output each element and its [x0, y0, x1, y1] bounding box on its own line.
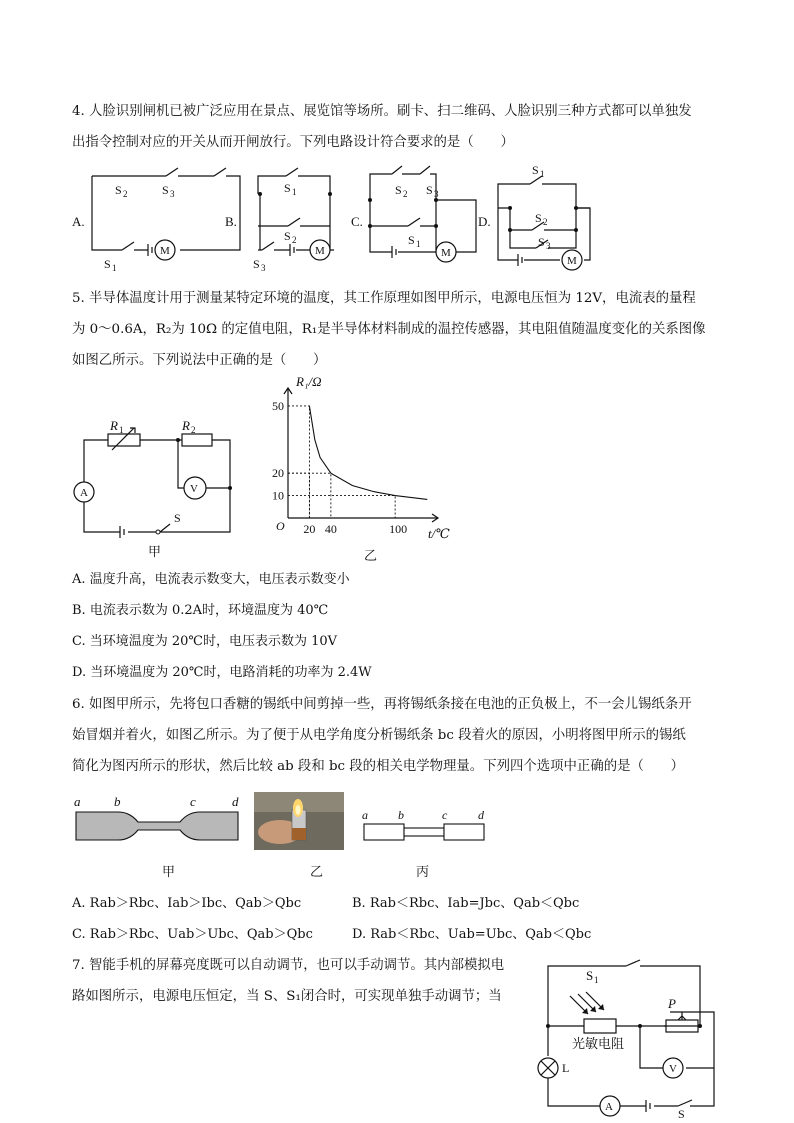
chart-y-tick-2: 10 [272, 488, 284, 503]
q4-option-a-label: A. [72, 214, 85, 229]
q5-line-3: 如图乙所示。下列说法中正确的是（ ） [72, 353, 327, 368]
svg-text:A: A [80, 487, 88, 499]
svg-text:R: R [182, 418, 190, 433]
q6-caption-jia: 甲 [162, 864, 176, 879]
q6-option-c[interactable]: C. Rab＞Rbc、Uab＞Ubc、Qab＞Qbc [72, 927, 313, 942]
q6-caption-yi: 乙 [310, 864, 324, 879]
svg-text:V: V [190, 483, 198, 495]
svg-text:A: A [605, 1101, 613, 1113]
svg-text:S: S [115, 183, 122, 197]
svg-text:3: 3 [170, 189, 175, 199]
q4-option-c-label: C. [351, 214, 363, 229]
svg-text:d: d [232, 794, 239, 809]
svg-text:c: c [190, 794, 196, 809]
battery-fire-photo [254, 792, 344, 850]
svg-text:M: M [441, 247, 451, 259]
q5-chart-yi [270, 372, 460, 568]
q5-caption-yi: 乙 [364, 548, 378, 563]
svg-text:a: a [362, 808, 368, 822]
q5-option-c[interactable]: C. 当环境温度为 20℃时，电压表示数为 10V [72, 634, 338, 649]
q6-line-3: 简化为图丙所示的形状，然后比较 ab 段和 bc 段的相关电学物理量。下列四个选项中正确的是（ ） [72, 759, 685, 774]
svg-text:1: 1 [292, 187, 297, 197]
svg-text:S: S [532, 164, 539, 177]
svg-text:R: R [110, 418, 118, 433]
q7-line-2: 路如图所示，电源电压恒定，当 S、S₁闭合时，可实现单独手动调节；当 [72, 989, 502, 1004]
q4-line-1: 4. 人脸识别闸机已被广泛应用在景点、展览馆等场所。刷卡、扫二维码、人脸识别三种方式都可以单独发 [72, 104, 692, 119]
q4-option-d-label: D. [478, 214, 491, 229]
ldr-label: 光敏电阻 [572, 1036, 625, 1051]
svg-text:S: S [395, 183, 402, 197]
q6-figures [70, 792, 510, 882]
svg-text:M: M [160, 245, 170, 257]
chart-series-line [309, 406, 427, 500]
svg-text:2: 2 [292, 235, 297, 245]
q6-line-1: 6. 如图甲所示，先将包口香糖的锡纸中间剪掉一些，再将锡纸条接在电池的正负极上，不一会儿锡纸条开 [72, 697, 692, 712]
chart-guide-3 [288, 496, 395, 518]
svg-text:d: d [478, 808, 484, 822]
foil-strip-shape [76, 812, 238, 840]
q6-caption-bing: 丙 [416, 864, 430, 879]
chart-x-tick-2: 100 [389, 522, 408, 536]
svg-text:S: S [253, 257, 260, 271]
chart-y-axis-label: R₁/Ω [296, 374, 322, 389]
q5-line-1: 5. 半导体温度计用于测量某特定环境的温度，其工作原理如图甲所示，电源电压恒为 12V，电流表的量程 [72, 291, 696, 306]
svg-text:S: S [408, 233, 415, 247]
q4-circuit-options [70, 164, 750, 276]
q4-circuit-c [370, 166, 476, 262]
svg-text:S: S [104, 257, 111, 271]
svg-text:3: 3 [546, 241, 551, 251]
svg-text:S: S [678, 1107, 685, 1121]
q6-option-a[interactable]: A. Rab＞Rbc、Iab＞Ibc、Qab＞Qbc [72, 896, 302, 911]
svg-text:S: S [538, 235, 545, 249]
q7-circuit [530, 956, 730, 1121]
svg-text:S: S [284, 181, 291, 195]
q5-option-a[interactable]: A. 温度升高，电流表示数变大，电压表示数变小 [72, 572, 350, 587]
svg-text:2: 2 [191, 425, 196, 435]
q5-line-2: 为 0～0.6A，R₂为 10Ω 的定值电阻，R₁是半导体材料制成的温控传感器，其电阻值随温度变化的关系图像 [72, 322, 706, 337]
svg-text:b: b [114, 794, 121, 809]
chart-origin-label: O [276, 519, 285, 533]
q6-line-2: 始冒烟并着火，如图乙所示。为了便于从电学角度分析锡纸条 bc 段着火的原因，小明将图甲所示的锡纸 [72, 728, 686, 743]
svg-text:1: 1 [594, 975, 599, 985]
q6-option-d[interactable]: D. Rab＜Rbc、Uab=Ubc、Qab＜Qbc [352, 927, 592, 942]
q5-option-d[interactable]: D. 当环境温度为 20℃时，电路消耗的功率为 2.4W [72, 665, 372, 680]
svg-text:2: 2 [403, 189, 408, 199]
q4-option-b-label: B. [225, 214, 237, 229]
chart-x-tick-0: 20 [303, 522, 316, 536]
chart-y-tick-1: 20 [272, 466, 284, 481]
svg-text:1: 1 [119, 425, 124, 435]
svg-text:S: S [174, 511, 181, 525]
svg-text:V: V [669, 1063, 677, 1075]
svg-text:S: S [586, 968, 594, 983]
svg-text:P: P [668, 996, 676, 1011]
chart-guide-1 [288, 473, 309, 518]
svg-text:L: L [562, 1061, 570, 1075]
q5-circuit-jia [70, 410, 250, 560]
svg-text:2: 2 [123, 189, 128, 199]
svg-text:a: a [74, 794, 81, 809]
svg-text:M: M [567, 255, 577, 267]
svg-text:2: 2 [543, 217, 548, 227]
svg-text:c: c [442, 808, 448, 822]
svg-text:3: 3 [434, 189, 439, 199]
q6-option-b[interactable]: B. Rab＜Rbc、Iab=Jbc、Qab＜Qbc [352, 896, 580, 911]
svg-text:1: 1 [540, 169, 545, 179]
chart-y-tick-0: 50 [272, 398, 284, 413]
svg-text:M: M [315, 245, 325, 257]
q4-line-2: 出指令控制对应的开关从而开闸放行。下列电路设计符合要求的是（ ） [72, 135, 514, 150]
svg-text:3: 3 [261, 263, 266, 273]
q5-caption-jia: 甲 [148, 544, 162, 559]
svg-text:1: 1 [112, 263, 117, 273]
chart-guide-0 [288, 406, 309, 518]
chart-x-axis-label: t/℃ [428, 526, 450, 541]
svg-text:S: S [284, 229, 291, 243]
svg-text:b: b [398, 808, 404, 822]
chart-x-tick-1: 40 [324, 522, 337, 536]
svg-text:1: 1 [416, 239, 421, 249]
q5-option-b[interactable]: B. 电流表示数为 0.2A时，环境温度为 40℃ [72, 603, 329, 618]
svg-text:S: S [162, 183, 169, 197]
q7-line-1: 7. 智能手机的屏幕亮度既可以自动调节，也可以手动调节。其内部模拟电 [72, 958, 505, 973]
svg-text:S: S [426, 183, 433, 197]
svg-text:S: S [535, 211, 542, 225]
